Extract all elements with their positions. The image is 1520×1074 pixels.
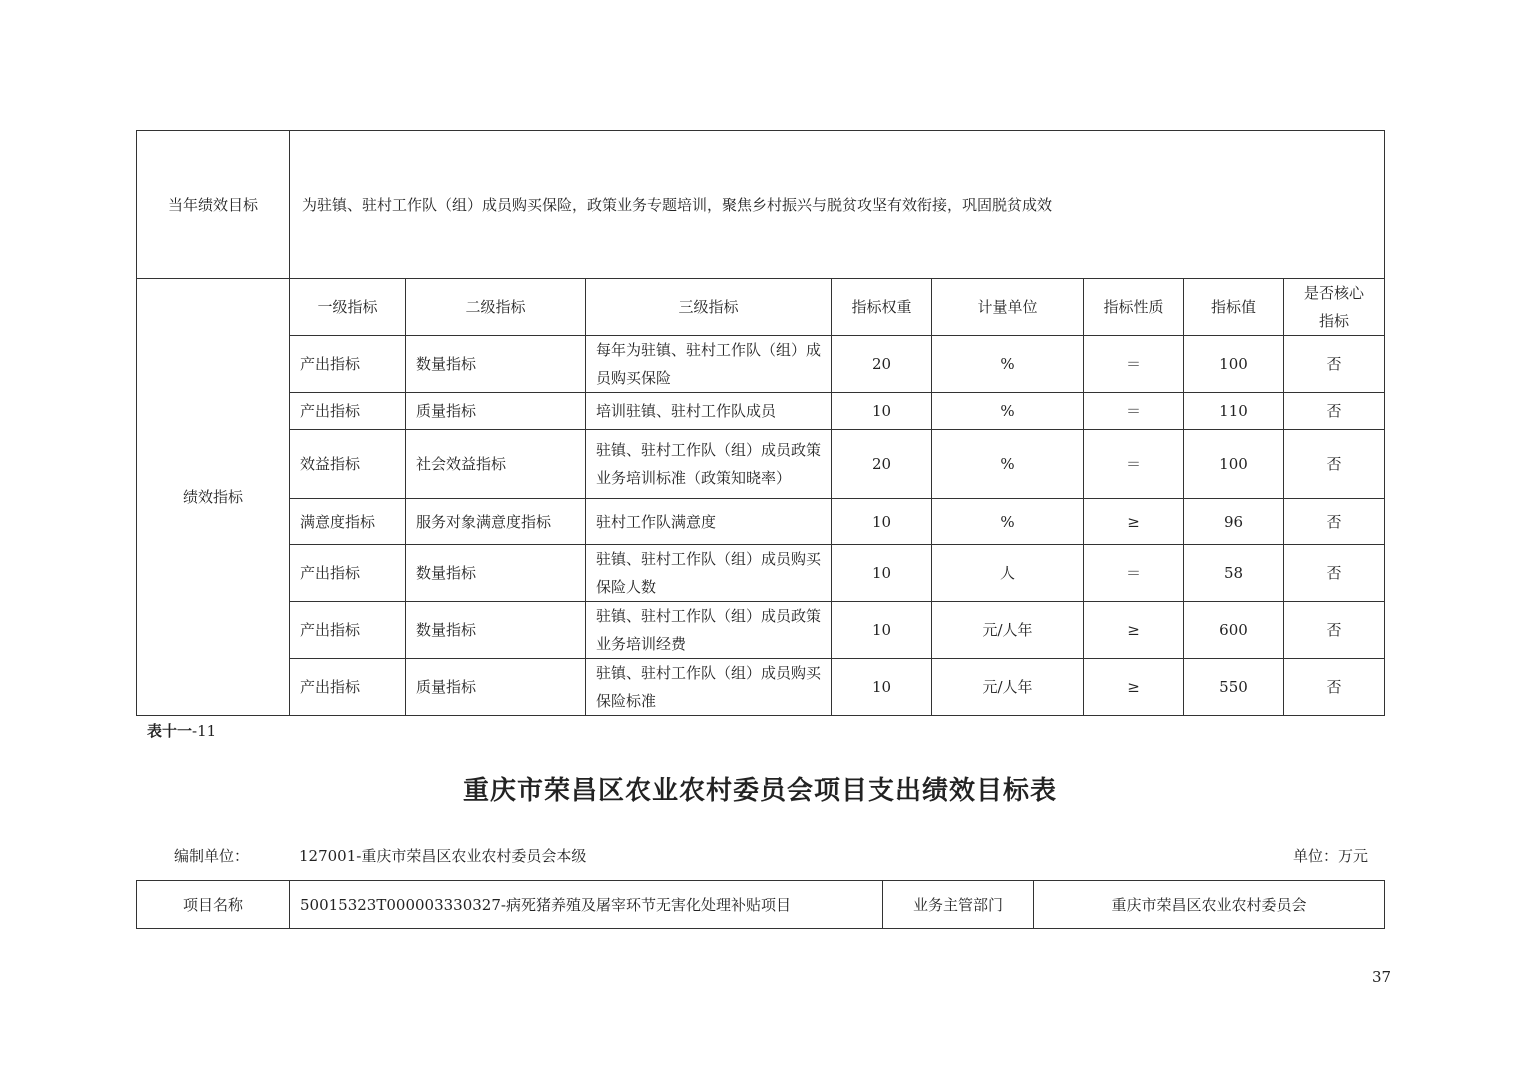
table-row bbox=[137, 499, 1385, 545]
table-row bbox=[137, 430, 1385, 499]
header-weight: 指标权重 bbox=[832, 279, 932, 336]
table-row bbox=[137, 602, 1385, 659]
cell-unit: 人 bbox=[932, 545, 1084, 602]
cell-level2: 社会效益指标 bbox=[406, 430, 586, 499]
indicators-section-label: 绩效指标 bbox=[137, 279, 290, 716]
currency-unit: 单位：万元 bbox=[1293, 847, 1369, 865]
header-nature: 指标性质 bbox=[1084, 279, 1184, 336]
document-title: 重庆市荣昌区农业农村委员会项目支出绩效目标表 bbox=[462, 776, 1057, 806]
cell-level1: 效益指标 bbox=[290, 430, 406, 499]
caption-bold: 表十一 bbox=[147, 722, 193, 740]
cell-level1: 产出指标 bbox=[290, 602, 406, 659]
cell-level3: 每年为驻镇、驻村工作队（组）成员购买保险 bbox=[586, 336, 832, 393]
cell-core: 否 bbox=[1284, 336, 1385, 393]
cell-level3: 驻镇、驻村工作队（组）成员购买保险标准 bbox=[586, 659, 832, 716]
project-row bbox=[137, 881, 1385, 929]
cell-weight: 10 bbox=[832, 659, 932, 716]
cell-value: 550 bbox=[1184, 659, 1284, 716]
cell-unit: 元/人年 bbox=[932, 659, 1084, 716]
compiling-unit-label: 编制单位： bbox=[174, 847, 250, 865]
cell-value: 100 bbox=[1184, 336, 1284, 393]
cell-value: 100 bbox=[1184, 430, 1284, 499]
cell-nature: ≥ bbox=[1084, 602, 1184, 659]
cell-weight: 20 bbox=[832, 430, 932, 499]
cell-level2: 数量指标 bbox=[406, 602, 586, 659]
cell-level3: 培训驻镇、驻村工作队成员 bbox=[586, 393, 832, 430]
page-number: 37 bbox=[1372, 968, 1392, 986]
cell-weight: 10 bbox=[832, 393, 932, 430]
cell-level3: 驻镇、驻村工作队（组）成员政策业务培训经费 bbox=[586, 602, 832, 659]
header-value: 指标值 bbox=[1184, 279, 1284, 336]
cell-unit: % bbox=[932, 430, 1084, 499]
cell-core: 否 bbox=[1284, 393, 1385, 430]
table-row bbox=[137, 659, 1385, 716]
indicator-header-row bbox=[137, 279, 1385, 336]
table-row bbox=[137, 336, 1385, 393]
goal-row bbox=[137, 131, 1385, 279]
header-level3: 三级指标 bbox=[586, 279, 832, 336]
goal-label: 当年绩效目标 bbox=[137, 131, 290, 279]
department-value: 重庆市荣昌区农业农村委员会 bbox=[1034, 881, 1385, 929]
cell-level3: 驻镇、驻村工作队（组）成员政策业务培训标准（政策知晓率） bbox=[586, 430, 832, 499]
cell-nature: ＝ bbox=[1084, 545, 1184, 602]
table-row bbox=[137, 545, 1385, 602]
project-info-table bbox=[136, 880, 1385, 929]
cell-level3: 驻村工作队满意度 bbox=[586, 499, 832, 545]
cell-weight: 10 bbox=[832, 602, 932, 659]
cell-nature: ≥ bbox=[1084, 499, 1184, 545]
cell-level1: 产出指标 bbox=[290, 393, 406, 430]
cell-value: 96 bbox=[1184, 499, 1284, 545]
header-core: 是否核心指标 bbox=[1284, 279, 1385, 336]
cell-level2: 数量指标 bbox=[406, 336, 586, 393]
caption-suffix: -11 bbox=[192, 722, 217, 740]
cell-level2: 数量指标 bbox=[406, 545, 586, 602]
department-label: 业务主管部门 bbox=[883, 881, 1034, 929]
cell-level2: 服务对象满意度指标 bbox=[406, 499, 586, 545]
cell-weight: 10 bbox=[832, 545, 932, 602]
cell-value: 600 bbox=[1184, 602, 1284, 659]
project-name-value: 50015323T000003330327-病死猪养殖及屠宰环节无害化处理补贴项目 bbox=[290, 881, 883, 929]
cell-nature: ＝ bbox=[1084, 393, 1184, 430]
cell-level2: 质量指标 bbox=[406, 393, 586, 430]
table-caption bbox=[147, 720, 216, 741]
table-row bbox=[137, 393, 1385, 430]
cell-core: 否 bbox=[1284, 499, 1385, 545]
header-level2: 二级指标 bbox=[406, 279, 586, 336]
header-unit: 计量单位 bbox=[932, 279, 1084, 336]
cell-level1: 产出指标 bbox=[290, 545, 406, 602]
cell-weight: 20 bbox=[832, 336, 932, 393]
project-name-label: 项目名称 bbox=[137, 881, 290, 929]
cell-level1: 满意度指标 bbox=[290, 499, 406, 545]
cell-unit: % bbox=[932, 393, 1084, 430]
cell-level1: 产出指标 bbox=[290, 659, 406, 716]
cell-core: 否 bbox=[1284, 602, 1385, 659]
cell-unit: 元/人年 bbox=[932, 602, 1084, 659]
cell-core: 否 bbox=[1284, 545, 1385, 602]
cell-core: 否 bbox=[1284, 430, 1385, 499]
cell-unit: % bbox=[932, 499, 1084, 545]
cell-unit: % bbox=[932, 336, 1084, 393]
header-level1: 一级指标 bbox=[290, 279, 406, 336]
cell-nature: ＝ bbox=[1084, 336, 1184, 393]
performance-target-table bbox=[136, 130, 1385, 716]
cell-value: 58 bbox=[1184, 545, 1284, 602]
cell-level1: 产出指标 bbox=[290, 336, 406, 393]
cell-level2: 质量指标 bbox=[406, 659, 586, 716]
cell-level3: 驻镇、驻村工作队（组）成员购买保险人数 bbox=[586, 545, 832, 602]
cell-value: 110 bbox=[1184, 393, 1284, 430]
cell-nature: ＝ bbox=[1084, 430, 1184, 499]
cell-weight: 10 bbox=[832, 499, 932, 545]
cell-core: 否 bbox=[1284, 659, 1385, 716]
compiling-unit-value: 127001-重庆市荣昌区农业农村委员会本级 bbox=[299, 847, 587, 865]
cell-nature: ≥ bbox=[1084, 659, 1184, 716]
goal-text: 为驻镇、驻村工作队（组）成员购买保险，政策业务专题培训，聚焦乡村振兴与脱贫攻坚有效衔接，巩固脱贫成效 bbox=[290, 131, 1385, 279]
